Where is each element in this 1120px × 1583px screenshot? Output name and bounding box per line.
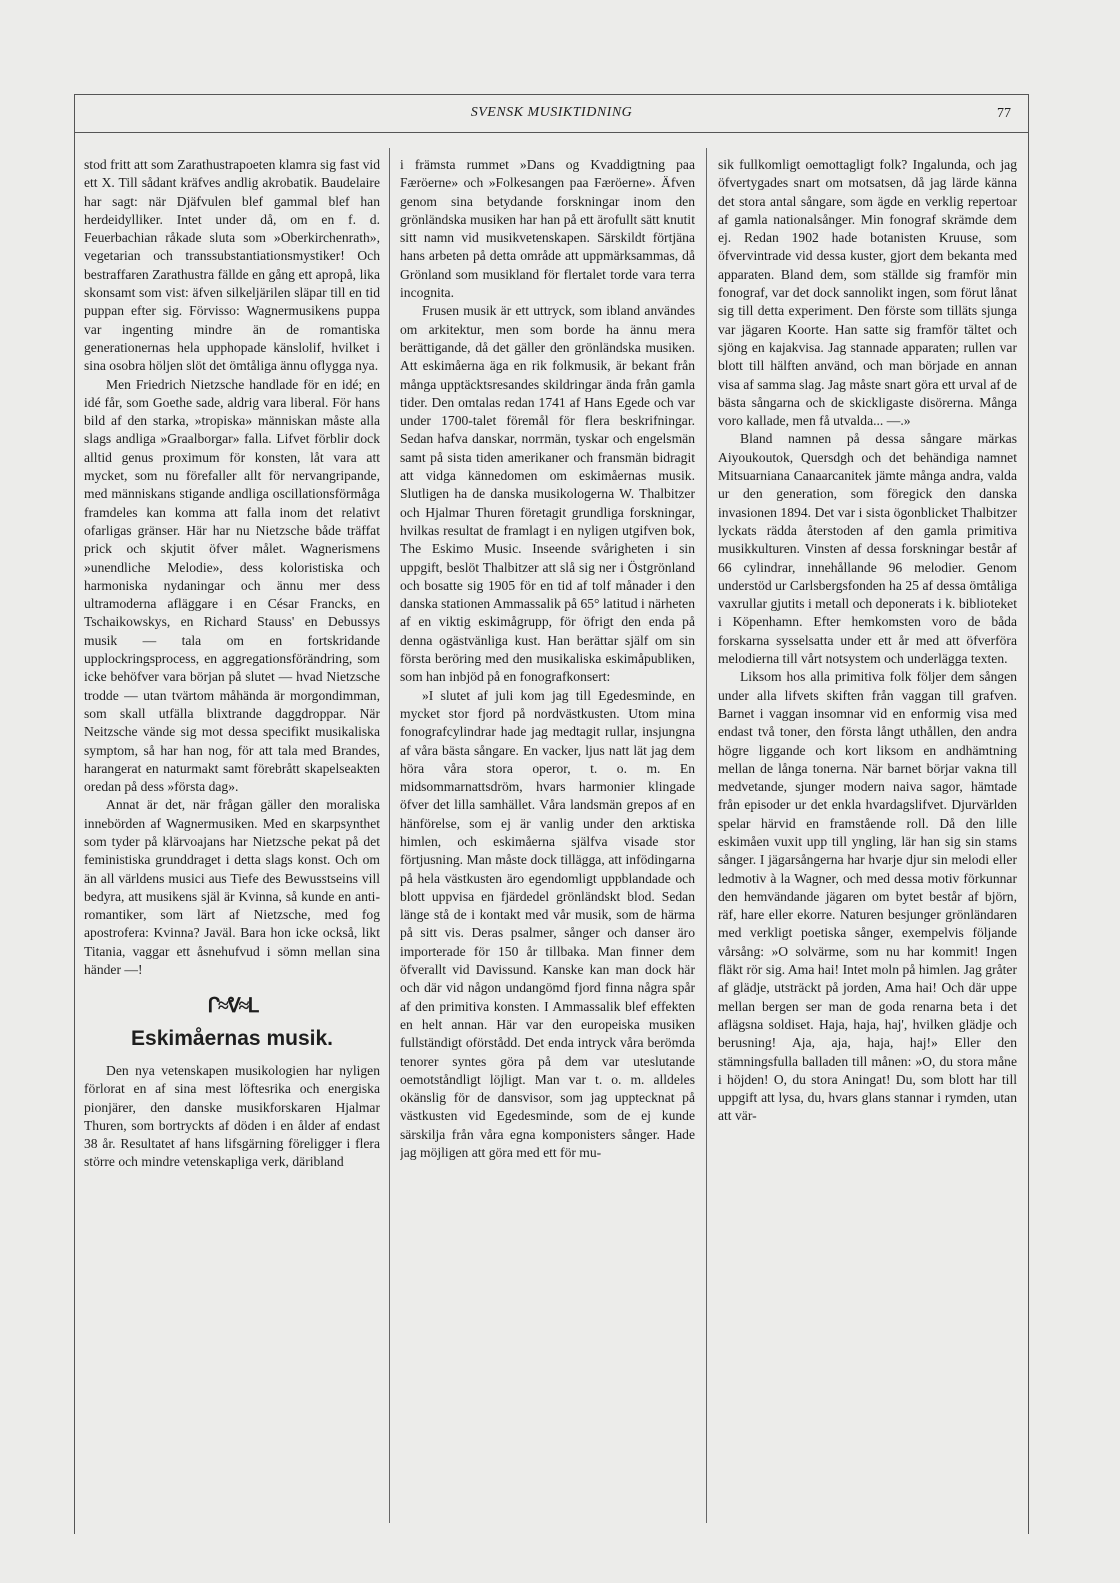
section-heading: Eskimåernas musik.	[131, 1026, 333, 1050]
paragraph: stod fritt att som Zarathustrapoeten klamra sig fast vid ett X. Till sådant kräfves andlig akrobatik. Baudelaire har sagt: när Djäfvulen blef gammal blef han herdeidylliker. Intet under då, om en f. d. Feuerbachian råkade sluta som »Oberkirchenrath», vegetarian och transsubstantiationsmystiker! Och bestraffaren Zarathustra fällde en gång ett apropå, lika skonsamt som vist: äfven silkeljärilen släpar till en tid puppan efter sig. Förvisso: Wagnermusikens puppa var ingenting mindre än de romantiska generationernas hela upphopade känslolif, hvilket i sina osobra höljen slöt det ömtåliga ännu oflygga nya.	[84, 157, 380, 374]
paragraph: Den nya vetenskapen musikologien har nyligen förlorat en af sina mest löftesrika och energiska pionjärer, den danske musikforskaren Hjalmar Thuren, som bortryckts af döden i en ålder af endast 38 år. Resultatet af hans lifsgärning föreligger i flera större och mindre vetenskapliga verk, däribland	[84, 1062, 380, 1170]
column-2	[400, 156, 695, 1521]
column-3	[718, 156, 1017, 1521]
paragraph: sik fullkomligt oemottagligt folk? Ingalunda, och jag öfvertygades snart om motsatsen, då jag lärde känna det stora antal sångare, som ägde en verklig repertoar af gamla nationalsånger. Min fonograf skrämde dem ej. Redan 1902 hade botanisten Kruuse, som öfvervintrade vid dessa kuster, gjort dem bekanta med apparaten. Bland dem, som ställde sig framför min fonograf, var det dock sannolikt ingen, som förut lånat sig till detta experiment. Den förste som tilläts sjunga var jägaren Koorte. Han satte sig framför tältet och sjöng en kajakvisa. Jag stannade apparaten; rullen var blott till hälften använd, och man började en annan visa af samma slag. Jag måste snart göra ett urval af de bästa sångarna och de skickligaste disörerna. Många voro kallade, men få utvalda... —.»	[718, 157, 1017, 429]
ornament-divider: ᒋ≈ᕓ≈ᒪ	[207, 995, 257, 1018]
column-rule-left	[389, 148, 390, 1523]
column-1	[84, 156, 380, 1521]
paragraph: Bland namnen på dessa sångare märkas Aiyoukoutok, Quersdgh och det behändiga namnet Mitsuarniana Canaarcanitek jämte många andra, valda ur den generation, som föregick den danska invasionen 1894. Det var i sista ögonblicket Thalbitzer lyckats rädda återstoden af den gamla primitiva musikkulturen. Vinsten af dessa forskningar består af 66 cylindrar, innehållande 96 melodier. Genom understöd ur Carlsbergsfonden ha 25 af dessa ömtåliga vaxrullar gjutits i metall och deponerats i k. biblioteket i Köpenhamn. Efter hemkomsten voro de båda forskarna sysselsatta under ett år med att öfverföra melodierna till vårt notsystem och underlägga texten.	[718, 431, 1017, 667]
paragraph: i främsta rummet »Dans og Kvaddigtning paa Færöerne» och »Folkesangen paa Færöerne». Äfven genom sina betydande forskningar inom den grönländska musiken har han på ett ärofullt sätt knutit sitt namn vid musikvetenskapen. Särskildt förtjäna hans arbeten på detta område att uppmärksammas, då Grönland som musikland för flertalet torde vara terra incognita.	[400, 157, 695, 301]
paragraph: »I slutet af juli kom jag till Egedesminde, en mycket stor fjord på nordvästkusten. Utom mina fonografcylindrar hade jag medtagit rullar, insjungna af våra bästa sångare. En vacker, ljus natt lät jag dem höra våra stora operor, t. o. m. En midsommarnattsdröm, hvars harmonier klingade öfver det lilla samhället. Våra landsmän grepos af en hänförelse, som ej är vanlig under den arktiska himlen, och eskimåerna själfva visade stor förtjusning. Man måste dock tillägga, att infödingarna på hela västkusten äro egendomligt uppblandade och blott uppvisa en fjärdedel grönländskt blod. Sedan länge stå de i kontakt med vår musik, som de härma på sitt vis. Deras psalmer, sånger och danser äro importerade för 150 år tillbaka. Man finner dem öfverallt vid Davissund. Kanske kan man dock här och där vid någon undangömd fjord finna några spår af den primitiva konsten. I Ammassalik blef effekten en helt annan. Här var den europeiska musiken fullständigt oförstådd. Det enda intryck våra berömda tenorer syntes göra på dem var uteslutande oemotståndligt löjligt. Man var t. o. m. alldeles okänslig för de dansvisor, som jag upptecknat på västkusten vid Egedesminde, som de ej kunde särskilja från våra egna komponisters sånger. Hade jag möjligen att göra med ett för mu-	[400, 687, 695, 1161]
column-rule-right	[706, 148, 707, 1523]
paragraph: Frusen musik är ett uttryck, som ibland användes om arkitektur, men som borde ha ännu mera berättigande, då det gäller den grönländska musiken. Att eskimåerna äga en rik folkmusik, är bekant från många upptäcktsresandes skildringar ända från gamla tider. Den omtalas redan 1741 af Hans Egede och var under 1700-talet föremål för flera beskrifningar. Sedan hafva danskar, norrmän, tyskar och engelsmän samt på sista tiden amerikaner och fransmän bidragit att vidga kännedomen om eskimåernas musik. Slutligen ha de danska musikologerna W. Thalbitzer och Hjalmar Thuren företagit grundliga forskningar, hvilkas resultat de framlagt i en nyligen utgifven bok, The Eskimo Music. Inseende svårigheten i sin uppgift, beslöt Thalbitzer att slå sig ner i Östgrönland och bosatte sig 1905 för en tid af tolf månader i den danska stationen Ammassalik på 65° latitud i närheten af en viktig eskimågrupp, för öfrigt den enda på denna ogästvänliga kust. Han berättar själf om sin första beröring med den musikaliska eskimåpubliken, som han inbjöd på en fonografkonsert:	[400, 303, 695, 685]
page-header	[74, 103, 1029, 133]
paragraph: Annat är det, när frågan gäller den moraliska innebörden af Wagnermusiken. Med en skarpsynthet som tyder på klärvoajans har Nietzsche pekat på det feministiska grunddraget i detta slags konst. Och om än all världens musici aus Tiefe des Bewusstseins vill bedyra, att musikens själ är Kvinna, så kunde en anti-romantiker, som lärt af Nietzsche, med fog apostrofera: Kvinna? Javäl. Bara hon icke också, likt Titania, vaggar ett åsnehufvud i sömn mellan sina händer —!	[84, 797, 380, 978]
paragraph: Men Friedrich Nietzsche handlade för en idé; en idé får, som Goethe sade, aldrig vara liberal. För hans bild af den starka, »tropiska» människan måste alla slags andliga »Graalborgar» falla. Lifvet förblir dock alltid genus proximum för konsten, låt vara att myc͏ket, som nu förefaller allt för nervangripande, med människans stigande andliga oscillationsförmåga framdeles kan komma att falla inom det relativt ofarligas gränser. Här har nu Nietzsche både träffat prick och skjutit öfver målet. Wagnerismens »unendliche Melodie», dess koloristiska och harmoniska nydaningar och ännu mer dess ultramoderna afläggare i en César Francks, en Tschaikowskys, en Richard Stauss' en Debussys musik — tala om en fortskridande upplockringsprocess, en aggregationsförändring, som icke behöfver vara början på slutet — hvad Nietzsche trodde — utan tvärtom måhända är morgondimman, som skall utfälla blixtrande daggdroppar. När Neitzsche vände sig mot dessa specifikt musikaliska symptom, så har han nog, för att tala med Brandes, harangerat en naturmakt samt förebrått skapelseakten oredan på dess »första dag».	[84, 376, 380, 795]
paragraph: Liksom hos alla primitiva folk följer dem sången under alla lifvets skiften från vaggan till grafven. Barnet i vaggan insomnar vid en enformig visa med endast två toner, den första långt uthållen, den andra högre liggande och kort liksom en andhämtning mellan de långa tonerna. När barnet börjar vakna till medvetande, sjunger modern naiva sagor, hämtade från episoder ur det enkla hvardagslifvet. Djurvärlden spelar härvid en framstående roll. Då den lille eskimåen vuxit upp till yngling, lär han sig sin stams sånger. I jägarsångerna har hvarje djur sin melodi eller ledmotiv à la Wagner, och med dessa motiv förkunnar den hemvändande jägaren om bytet består af björn, räf, hare eller ekorre. Naturen besjunger grönländaren med verkligt poetiska sånger, exempelvis följande vårsång: »O solvärme, som nu har kommit! Ingen fläkt rör sig. Ama hai! Intet moln på himlen. Jag gråter af glädje, utsträckt på jorden, Ama hai! Och där uppe mellan bergen ser man de goda renarna beta i det aflägsna soldiset. Haja, haja, haj', hvilken glädje och berusning! Aja, aja, haja, haj!» Eller den stämningsfulla balladen till månen: »O, du stora måne i höjden! O, du stora Aningat! Du, som blott har till uppgift att lysa, du, hvars glans stannar i rymden, utan att vär-	[718, 669, 1017, 1124]
page-number: 77	[997, 106, 1011, 121]
running-title: SVENSK MUSIKTIDNING	[470, 105, 633, 120]
